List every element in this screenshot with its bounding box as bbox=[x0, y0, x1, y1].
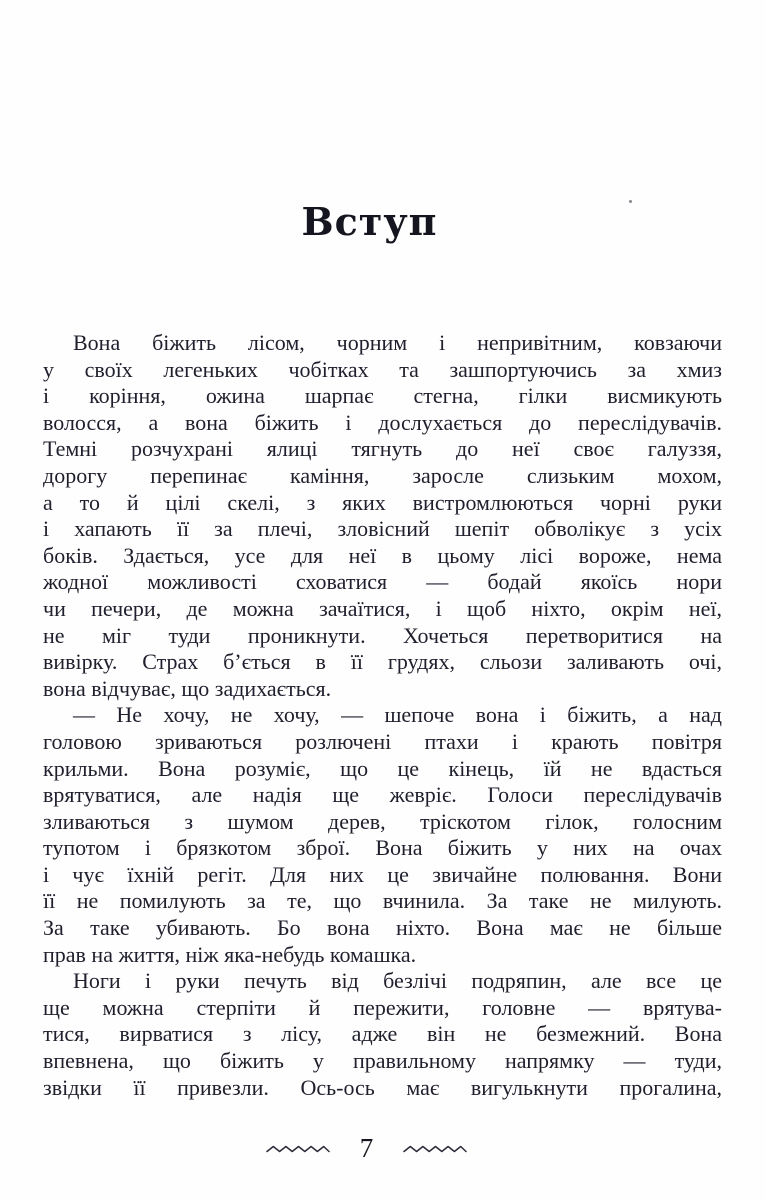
text-line: зливаються з шумом дерев, тріскотом гілок, голосним bbox=[43, 808, 722, 834]
page-footer bbox=[27, 1135, 706, 1162]
text-line: і хапають її за плечі, зловісний шепіт обволікує з усіх bbox=[43, 516, 722, 542]
text-line: Вона біжить лісом, чорним і непривітним, ковзаючи bbox=[73, 330, 722, 355]
text-line: Темні розчухрані ялиці тягнуть до неї своє галуззя, bbox=[43, 436, 722, 462]
body-text bbox=[43, 330, 722, 1101]
chapter-title: Вступ bbox=[301, 199, 438, 244]
text-line: За таке убивають. Бо вона ніхто. Вона має не більше bbox=[43, 915, 722, 941]
text-line: волосся, а вона біжить і дослухається до переслідувачів. bbox=[43, 409, 722, 435]
text-line: не міг туди проникнути. Хочеться перетворитися на bbox=[43, 622, 722, 648]
zigzag-ornament-left bbox=[266, 1144, 330, 1154]
text-line: врятуватися, але надія ще жевріє. Голоси переслідувачів bbox=[43, 782, 722, 808]
text-line: — Не хочу, не хочу, — шепоче вона і біжить, а над bbox=[73, 702, 722, 728]
text-line: тупотом і брязкотом зброї. Вона біжить у них на очах bbox=[43, 835, 722, 861]
text-line: і коріння, ожина шарпає стегна, гілки висмикують bbox=[43, 383, 722, 409]
text-line: головою зриваються розлючені птахи і крають повітря bbox=[43, 728, 722, 754]
text-line: впевнена, що біжить у правильному напрямку — туди, bbox=[43, 1048, 722, 1074]
text-line: ще можна стерпіти й пережити, головне — врятува- bbox=[43, 994, 722, 1020]
zigzag-ornament-right bbox=[403, 1144, 467, 1154]
text-line: вивірку. Страх б’ється в її грудях, сльози заливають очі, bbox=[43, 649, 722, 675]
text-line: вона відчуває, що задихається. bbox=[43, 675, 332, 701]
text-line: у своїх легеньких чобітках та зашпортуючись за хмиз bbox=[43, 356, 722, 382]
text-line: а то й цілі скелі, з яких вистромлюються чорні руки bbox=[43, 489, 722, 515]
text-line: і чує їхній регіт. Для них це звичайне полювання. Вони bbox=[43, 861, 722, 887]
text-line: крильми. Вона розуміє, що це кінець, їй не вдасться bbox=[43, 755, 722, 781]
text-line: чи печери, де можна зачаїтися, і щоб ніхто, окрім неї, bbox=[43, 595, 722, 621]
text-line: боків. Здається, усе для неї в цьому лісі вороже, нема bbox=[43, 542, 722, 568]
page-number: 7 bbox=[359, 1133, 374, 1164]
text-line: тися, вирватися з лісу, адже він не безмежний. Вона bbox=[43, 1021, 722, 1047]
text-line: її не помилують за те, що вчинила. За таке не милують. bbox=[43, 888, 722, 914]
text-line: звідки її привезли. Ось-ось має вигулькнути прогалина, bbox=[43, 1074, 722, 1100]
text-line: жодної можливості сховатися — бодай якоїсь нори bbox=[43, 569, 722, 595]
text-line: прав на життя, ніж яка-небудь комашка. bbox=[43, 941, 417, 967]
text-line: Ноги і руки печуть від безлічі подряпин, але все це bbox=[73, 968, 722, 994]
text-line: дорогу перепинає каміння, заросле слизьким мохом, bbox=[43, 462, 722, 488]
